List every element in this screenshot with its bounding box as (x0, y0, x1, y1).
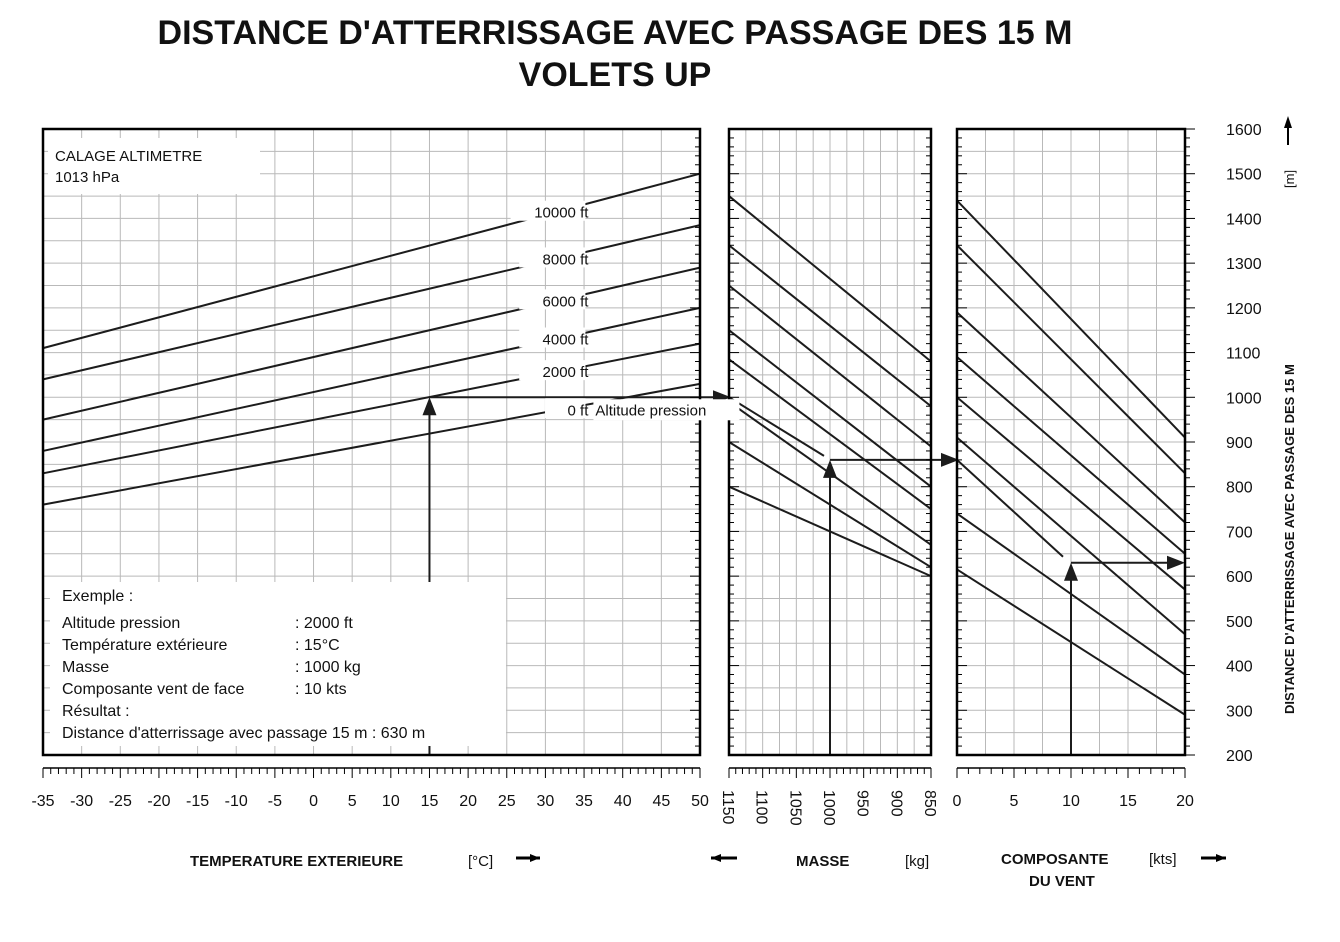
distance-tick-label: 1100 (1226, 345, 1261, 363)
temperature-tick-label: -25 (108, 793, 132, 810)
example-box (50, 582, 506, 746)
chart-title: DISTANCE D'ATTERRISSAGE AVEC PASSAGE DES 15 M (157, 14, 1073, 52)
distance-tick-label: 700 (1226, 524, 1253, 542)
temperature-tick-label: 30 (536, 793, 555, 810)
example-arrowhead (1064, 563, 1078, 581)
setting-line-2: 1013 hPa (55, 169, 120, 186)
altitude-series-line (43, 174, 700, 348)
altitude-series-line (43, 308, 700, 451)
bottom-axes (31, 768, 1194, 826)
temperature-tick-label: 40 (613, 793, 632, 810)
wind-axis-title-line-1: COMPOSANTE (1001, 851, 1109, 868)
mass-tick-label: 1000 (820, 790, 837, 826)
altitude-series-label: 4000 ft (542, 331, 589, 349)
chart-subtitle: VOLETS UP (518, 56, 712, 94)
example-mass-diagonal (729, 397, 824, 456)
mass-tick-label: 1100 (752, 790, 770, 825)
distance-axis-title: DISTANCE D'ATTERRISSAGE AVEC PASSAGE DES 15 M (1282, 364, 1297, 714)
distance-tick-label: 800 (1226, 479, 1253, 497)
wind-tick-label: 10 (1062, 793, 1080, 810)
distance-tick-label: 1400 (1226, 211, 1262, 229)
example-arrowhead (422, 397, 436, 415)
altitude-series-label: 8000 ft (542, 251, 589, 269)
example-label-temperature: Température extérieure (62, 637, 228, 654)
mass-tick-label: 850 (921, 790, 938, 817)
distance-tick-label: 1600 (1226, 122, 1262, 139)
altitude-suffix-label: Altitude pression (595, 402, 707, 420)
example-label-wind: Composante vent de face (62, 681, 245, 698)
distance-tick-label: 900 (1226, 435, 1253, 452)
example-value-wind: : 10 kts (295, 681, 347, 698)
distance-tick-label: 1200 (1226, 300, 1262, 318)
temperature-tick-label: 10 (381, 793, 400, 810)
example-label-altitude: Altitude pression (62, 615, 181, 632)
distance-tick-label: 600 (1226, 569, 1253, 587)
example-heading: Exemple : (62, 588, 134, 605)
mass-axis-title: MASSE (796, 853, 850, 870)
distance-tick-label: 500 (1226, 613, 1253, 631)
distance-tick-label: 400 (1226, 658, 1253, 676)
altitude-series-label: 2000 ft (542, 364, 589, 382)
distance-axis-unit: [m] (1282, 169, 1297, 188)
example-result-line: Distance d'atterrissage avec passage 15 m : 630 m (62, 725, 426, 742)
wind-direction-arrowhead (1216, 854, 1226, 862)
temperature-axis-title: TEMPERATURE EXTERIEURE (190, 853, 404, 870)
example-value-altitude: : 2000 ft (295, 615, 353, 632)
example-value-temperature: : 15°C (295, 637, 340, 654)
temperature-tick-label: -30 (70, 793, 94, 810)
temperature-tick-label: -10 (224, 793, 248, 810)
wind-tick-label: 5 (1009, 793, 1019, 810)
altitude-series-label: 0 ft (567, 402, 589, 420)
distance-tick-label: 200 (1226, 748, 1253, 765)
distance-tick-label: 1500 (1226, 166, 1262, 184)
wind-axis-unit: [kts] (1149, 851, 1177, 868)
temperature-tick-label: 5 (347, 793, 357, 810)
example-label-mass: Masse (62, 659, 110, 676)
distance-tick-label: 300 (1226, 703, 1253, 721)
setting-line-1: CALAGE ALTIMETRE (55, 148, 203, 165)
altitude-series-label: 10000 ft (534, 204, 589, 222)
temperature-tick-label: 15 (420, 793, 439, 810)
mass-tick-label: 900 (887, 790, 905, 817)
wind-axis-title-line-2: DU VENT (1029, 873, 1095, 890)
wind-tick-label: 0 (952, 793, 962, 810)
temperature-tick-label: 20 (459, 793, 478, 810)
temperature-tick-label: -35 (31, 793, 55, 810)
temperature-tick-label: 45 (652, 793, 671, 810)
temperature-axis-unit: [°C] (468, 853, 494, 870)
mass-tick-label: 1150 (719, 790, 736, 825)
example-value-mass: : 1000 kg (295, 659, 361, 676)
altitude-series-line (43, 225, 700, 382)
temperature-direction-arrowhead (530, 854, 540, 862)
example-result-heading: Résultat : (62, 703, 130, 720)
temperature-tick-label: 50 (691, 793, 709, 810)
mass-tick-label: 1050 (786, 790, 804, 826)
distance-direction-arrowhead (1284, 116, 1292, 128)
distance-tick-label: 1000 (1226, 390, 1262, 408)
mass-direction-arrowhead (711, 854, 721, 862)
temperature-tick-label: 25 (497, 793, 516, 810)
temperature-tick-label: -15 (186, 793, 210, 810)
wind-tick-label: 20 (1176, 793, 1194, 810)
wind-tick-label: 15 (1119, 793, 1137, 810)
mass-axis-unit: [kg] (905, 853, 930, 870)
example-arrowhead (1167, 556, 1185, 570)
mass-tick-label: 950 (853, 790, 871, 817)
temperature-tick-label: 35 (575, 793, 593, 810)
altitude-series-label: 6000 ft (542, 293, 589, 311)
distance-tick-label: 1300 (1226, 256, 1262, 274)
temperature-tick-label: -20 (147, 793, 171, 810)
distance-axis (1226, 122, 1262, 765)
temperature-tick-label: -5 (267, 793, 282, 810)
temperature-tick-label: 0 (309, 793, 318, 810)
